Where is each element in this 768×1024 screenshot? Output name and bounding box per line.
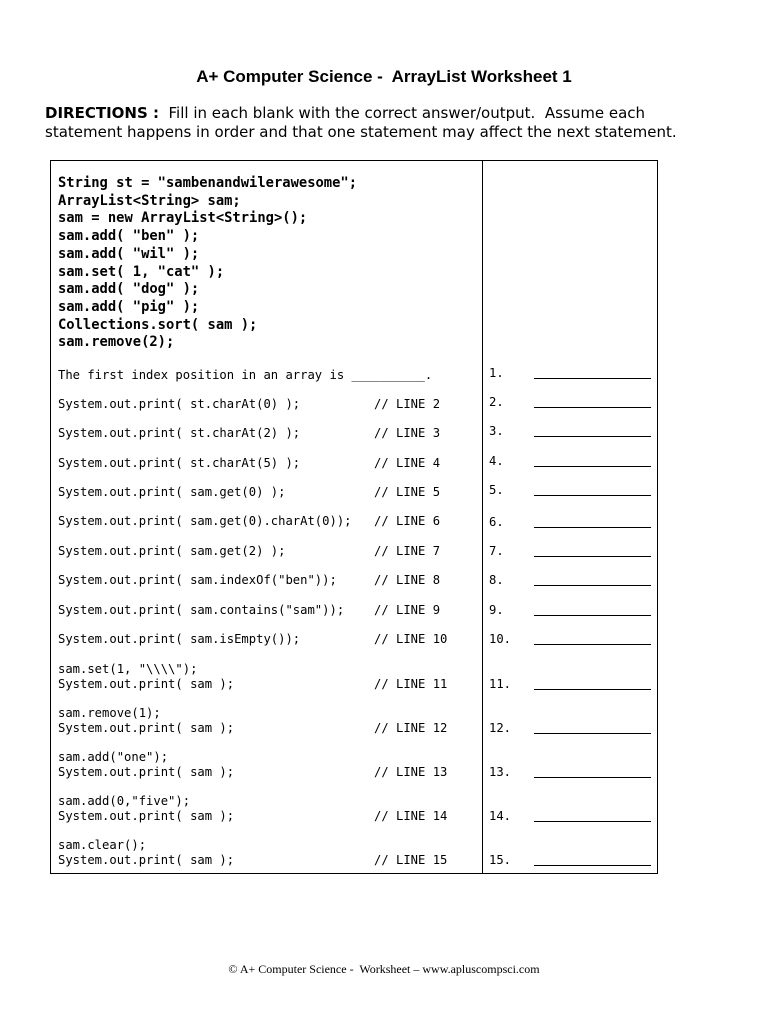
answer-1 (489, 366, 651, 381)
answer-6 (489, 515, 651, 530)
question-1 (58, 368, 432, 383)
answer-15 (489, 853, 651, 868)
answer-blank[interactable] (534, 733, 651, 734)
answer-number: 6. (489, 515, 504, 529)
answer-blank[interactable] (534, 644, 651, 645)
answer-blank[interactable] (534, 777, 651, 778)
line-comment: // LINE 3 (374, 426, 441, 440)
answer-number: 5. (489, 483, 504, 497)
question-statement: System.out.print( sam ); (58, 676, 235, 691)
answer-number: 7. (489, 544, 504, 558)
question-statement: System.out.print( sam ); (58, 764, 235, 779)
setup-statement: sam.add("one"); (58, 750, 169, 764)
answer-12 (489, 721, 651, 736)
answer-blank[interactable] (534, 821, 651, 822)
answer-blank[interactable] (534, 407, 651, 408)
answer-blank[interactable] (534, 689, 651, 690)
answer-blank[interactable] (534, 865, 651, 866)
answer-10 (489, 632, 651, 647)
column-divider (482, 161, 483, 873)
answer-blank[interactable] (534, 466, 651, 467)
answer-blank[interactable] (534, 585, 651, 586)
question-4 (58, 456, 440, 471)
directions (45, 104, 745, 142)
setup-statement: sam.add(0,"five"); (58, 794, 191, 808)
answer-blank[interactable] (534, 556, 651, 557)
question-10 (58, 632, 447, 647)
question-statement: System.out.print( sam.get(0) ); (58, 485, 286, 499)
answer-number: 15. (489, 853, 512, 867)
answer-number: 1. (489, 366, 504, 380)
question-statement: System.out.print( st.charAt(5) ); (58, 456, 301, 470)
answer-number: 10. (489, 632, 512, 646)
answer-8 (489, 573, 651, 588)
code-block (58, 175, 357, 352)
line-comment: // LINE 10 (374, 632, 448, 646)
line-comment: // LINE 2 (374, 397, 441, 411)
answer-number: 3. (489, 424, 504, 438)
answer-2 (489, 395, 651, 410)
code-line: String st = "sambenandwilerawesome"; (58, 175, 358, 191)
line-comment: // LINE 6 (374, 514, 441, 528)
question-statement: System.out.print( sam ); (58, 808, 235, 823)
question-statement: System.out.print( sam.get(0).charAt(0)); (58, 514, 352, 528)
answer-blank[interactable] (534, 378, 651, 379)
answer-7 (489, 544, 651, 559)
answer-9 (489, 603, 651, 618)
answer-number: 11. (489, 677, 512, 691)
answer-blank[interactable] (534, 436, 651, 437)
footer: © A+ Computer Science - Worksheet – www.apluscompsci.com (228, 962, 540, 976)
setup-statement: sam.remove(1); (58, 706, 161, 720)
directions-text: Fill in each blank with the correct answer/output. Assume each statement happens in order and that one statement may affect the next statement. (45, 104, 677, 141)
question-11 (58, 662, 447, 691)
code-line: sam.add( "dog" ); (58, 281, 200, 298)
code-line: sam.remove(2); (58, 334, 175, 351)
question-7 (58, 544, 440, 559)
answer-number: 4. (489, 454, 504, 468)
worksheet-table (50, 160, 658, 874)
question-statement: System.out.print( sam.contains("sam")); (58, 603, 345, 617)
line-comment: // LINE 8 (374, 573, 441, 587)
question-6 (58, 514, 440, 529)
question-9 (58, 603, 440, 618)
setup-statement: sam.clear(); (58, 838, 147, 852)
code-line: sam.set( 1, "cat" ); (58, 263, 225, 280)
question-statement: System.out.print( sam.get(2) ); (58, 544, 286, 558)
answer-number: 8. (489, 573, 504, 587)
question-15 (58, 838, 447, 867)
question-13 (58, 750, 447, 779)
question-8 (58, 573, 440, 588)
answer-number: 2. (489, 395, 504, 409)
question-2 (58, 397, 440, 412)
answer-14 (489, 809, 651, 824)
line-comment: // LINE 11 (374, 676, 448, 691)
answer-13 (489, 765, 651, 780)
code-line: sam.add( "ben" ); (58, 228, 200, 245)
question-statement: The first index position in an array is __________. (58, 368, 433, 382)
answer-number: 13. (489, 765, 512, 779)
code-line: sam.add( "wil" ); (58, 245, 200, 262)
question-3 (58, 426, 440, 441)
question-12 (58, 706, 447, 735)
line-comment: // LINE 4 (374, 456, 441, 470)
code-line: Collections.sort( sam ); (58, 316, 258, 333)
line-comment: // LINE 12 (374, 720, 448, 735)
question-5 (58, 485, 440, 500)
answer-5 (489, 483, 651, 498)
answer-number: 14. (489, 809, 512, 823)
answer-blank[interactable] (534, 527, 651, 528)
answer-blank[interactable] (534, 615, 651, 616)
answer-3 (489, 424, 651, 439)
page-title: A+ Computer Science - ArrayList Worksheet 1 (196, 67, 572, 86)
line-comment: // LINE 5 (374, 485, 441, 499)
question-statement: System.out.print( sam ); (58, 852, 235, 867)
question-statement: System.out.print( st.charAt(2) ); (58, 426, 301, 440)
line-comment: // LINE 13 (374, 764, 448, 779)
answer-4 (489, 454, 651, 469)
setup-statement: sam.set(1, "\\\\"); (58, 662, 198, 676)
question-statement: System.out.print( sam.indexOf("ben")); (58, 573, 337, 587)
answer-number: 12. (489, 721, 512, 735)
code-line: sam.add( "pig" ); (58, 298, 200, 315)
line-comment: // LINE 9 (374, 603, 441, 617)
question-statement: System.out.print( st.charAt(0) ); (58, 397, 301, 411)
question-14 (58, 794, 447, 823)
question-statement: System.out.print( sam.isEmpty()); (58, 632, 301, 646)
code-line: ArrayList<String> sam; (58, 192, 241, 209)
line-comment: // LINE 14 (374, 808, 448, 823)
code-line: sam = new ArrayList<String>(); (58, 210, 308, 227)
answer-number: 9. (489, 603, 504, 617)
question-statement: System.out.print( sam ); (58, 720, 235, 735)
line-comment: // LINE 7 (374, 544, 441, 558)
directions-label: DIRECTIONS : (45, 104, 159, 122)
answer-blank[interactable] (534, 495, 651, 496)
line-comment: // LINE 15 (374, 852, 448, 867)
answer-11 (489, 677, 651, 692)
